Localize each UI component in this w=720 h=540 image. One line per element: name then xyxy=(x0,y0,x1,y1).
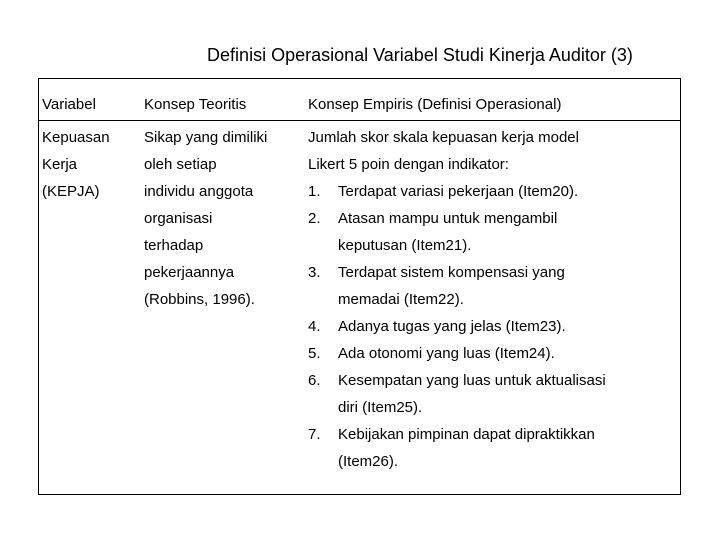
empiris-intro-line: Jumlah skor skala kepuasan kerja model xyxy=(308,128,579,146)
list-item xyxy=(308,313,681,340)
item-number: 1. xyxy=(308,182,321,200)
teoritis-line: oleh setiap xyxy=(144,155,217,173)
item-number: 5. xyxy=(308,344,321,362)
variabel-line: (KEPJA) xyxy=(42,182,100,200)
header-konsep-teoritis: Konsep Teoritis xyxy=(140,78,304,120)
item-number: 4. xyxy=(308,317,321,335)
empiris-intro-line: Likert 5 poin dengan indikator: xyxy=(308,155,509,173)
item-text: keputusan (Item21). xyxy=(338,236,472,254)
item-text: Kebijakan pimpinan dapat dipraktikkan xyxy=(338,425,595,443)
page-title: Definisi Operasional Variabel Studi Kinerja Auditor (3) xyxy=(207,45,633,65)
list-item xyxy=(308,421,681,475)
cell-konsep-teoritis xyxy=(140,120,304,475)
item-text: Terdapat variasi pekerjaan (Item20). xyxy=(338,182,579,200)
item-text: Terdapat sistem kompensasi yang xyxy=(338,263,565,281)
teoritis-line: Sikap yang dimiliki xyxy=(144,128,268,146)
list-item xyxy=(308,205,681,259)
item-text: diri (Item25). xyxy=(338,398,423,416)
item-number: 6. xyxy=(308,371,321,389)
variabel-line: Kepuasan xyxy=(42,128,110,146)
list-item xyxy=(308,178,681,205)
teoritis-line: terhadap xyxy=(144,236,204,254)
item-text: Ada otonomi yang luas (Item24). xyxy=(338,344,555,362)
item-text: memadai (Item22). xyxy=(338,290,464,308)
cell-konsep-empiris xyxy=(304,120,681,475)
cell-variabel xyxy=(38,120,140,475)
header-konsep-empiris: Konsep Empiris (Definisi Operasional) xyxy=(304,78,681,120)
item-number: 2. xyxy=(308,209,321,227)
item-number: 7. xyxy=(308,425,321,443)
teoritis-line: organisasi xyxy=(144,209,213,227)
item-text: Adanya tugas yang jelas (Item23). xyxy=(338,317,566,335)
item-number: 3. xyxy=(308,263,321,281)
table-row xyxy=(38,120,681,475)
list-item xyxy=(308,367,681,421)
header-variabel: Variabel xyxy=(38,78,140,120)
variabel-line: Kerja xyxy=(42,155,78,173)
item-text: Kesempatan yang luas untuk aktualisasi xyxy=(338,371,606,389)
indicator-list xyxy=(308,178,681,475)
definition-table xyxy=(38,78,681,475)
table-header-row xyxy=(38,78,681,120)
teoritis-line: individu anggota xyxy=(144,182,254,200)
list-item xyxy=(308,340,681,367)
teoritis-line: pekerjaannya xyxy=(144,263,235,281)
teoritis-line: (Robbins, 1996). xyxy=(144,290,255,308)
list-item xyxy=(308,259,681,313)
item-text: (Item26). xyxy=(338,452,399,470)
item-text: Atasan mampu untuk mengambil xyxy=(338,209,558,227)
